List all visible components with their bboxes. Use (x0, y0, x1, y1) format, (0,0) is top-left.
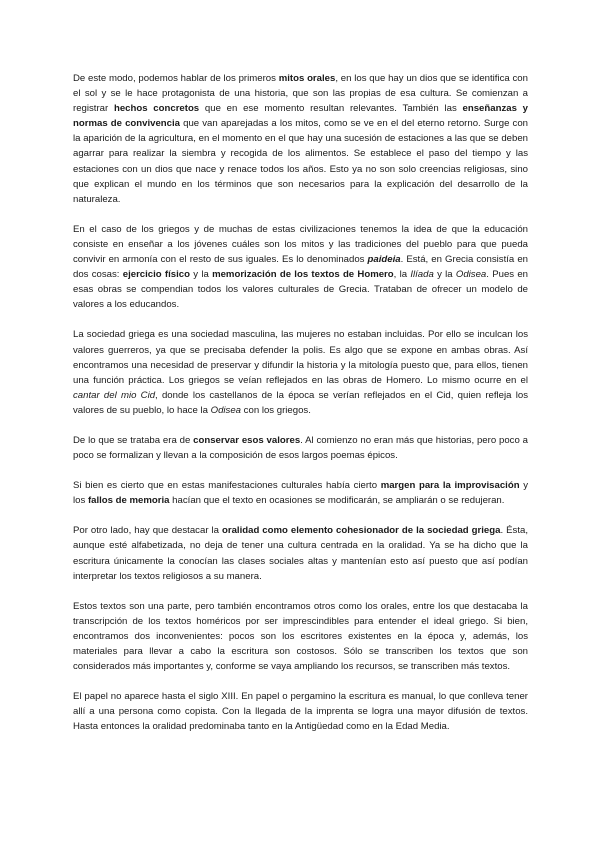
text-run: . Está, en Grecia consistía en dos cosas: (73, 254, 528, 281)
paragraph (73, 327, 528, 418)
text-run: hacían que el texto en ocasiones se modificarán, se ampliarán o se redujeran. (169, 495, 505, 507)
text-run: Por otro lado, hay que destacar la (73, 525, 222, 537)
paragraph (73, 689, 528, 734)
bold-text: conservar esos valores (193, 434, 301, 446)
italic-text: Odisea (210, 404, 242, 416)
text-run: y la (190, 269, 213, 281)
text-run: con los griegos. (241, 404, 311, 416)
document-body (73, 71, 528, 734)
text-run: En el caso de los griegos y de muchas de estas civilizaciones tenemos la idea de que la educación consiste en enseñar a los jóvenes cuáles son los mitos y las tradiciones del pueblo para que pueda convivir en armonía con el resto de sus iguales. Es lo denominados (73, 223, 528, 266)
text-run: . Al comienzo no eran más que historias, pero poco a poco se formalizan y llevan a la composición de esos largos poemas épicos. (73, 434, 528, 462)
text-run: , donde los castellanos de la época se verían reflejados en el Cid, quien refleja los valores de su pueblo, lo hace la (73, 389, 528, 416)
text-run: y los (73, 480, 528, 507)
text-run: y la (433, 269, 456, 281)
text-run: Si bien es cierto que en estas manifestaciones culturales había cierto (73, 480, 381, 492)
bold-text: margen para la improvisación (380, 480, 520, 492)
text-run: De lo que se trataba era de (73, 434, 194, 446)
text-run: que van aparejadas a los mitos, como se ve en el del eterno retorno. Surge con la aparición de la agricultura, en el momento en el que hay una sucesión de estaciones a las que se deben agarrar para realizar la siembra y recogida de los alimentos. Se establece el paso del tiempo y las estaciones con un dios que nace y renace todos los años. Esto ya no son solo creencias religiosas, sino que explican el mundo en los términos que son necesarios para la explicación del desarrollo de la naturaleza. (73, 118, 529, 205)
bold-text: hechos concretos (113, 103, 200, 115)
paragraph (73, 222, 528, 313)
text-run: . Ésta, aunque esté alfabetizada, no deja de tener una cultura centrada en la oralidad. Ya se ha dicho que la escritura únicamente la conocían las clases sociales altas y mantenían esto así puesto que así podían interpretar los textos religiosos a su manera. (73, 525, 528, 582)
text-run: , en los que hay un dios que se identifica con el sol y se le hace protagonista de una historia, que son las propias de esa cultura. Se comienzan a registrar (73, 73, 528, 115)
paragraph (73, 599, 528, 674)
text-run: De este modo, podemos hablar de los primeros (73, 73, 279, 84)
bold-text: fallos de memoria (87, 495, 170, 507)
text-run: Estos textos son una parte, pero también encontramos otros como los orales, entre los que destacaba la transcripción de los textos homéricos por ser imprescindibles para entender el ideal griego. Si bien, encontramos dos inconvenientes: pocos son los escritores existentes en la época y, además, los materiales para llevar a cabo la escritura son costosos. Sólo se transcriben los textos que son considerados más importantes y, conforme se vaya ampliando los recursos, se transcriben más textos. (73, 600, 528, 673)
bold-text: ejercicio físico (122, 269, 190, 281)
text-run: . Pues en esas obras se compendian todos los valores culturales de Grecia. Trataban de ofrecer un modelo de valores a los educandos. (73, 269, 529, 311)
paragraph (73, 71, 528, 207)
italic-text: cantar del mio Cid (73, 389, 156, 401)
bold-text: enseñanzas y normas de convivencia (73, 103, 528, 130)
paragraph (73, 523, 528, 583)
bold-text: memorización de los textos de Homero (212, 269, 394, 281)
italic-text: Odisea (455, 269, 487, 281)
text-run: , la (393, 269, 411, 281)
paragraph (73, 433, 528, 463)
text-run: que en ese momento resultan relevantes. También las (199, 103, 463, 115)
bold-text: mitos orales (278, 73, 336, 84)
text-run: El papel no aparece hasta el siglo XIII. En papel o pergamino la escritura es manual, lo que conlleva tener allí a una persona como copista. Con la llegada de la imprenta se logra una mayor difusión de textos. Hasta entonces la oralidad predominaba tanto en la Antigüedad como en la Edad Media. (73, 691, 528, 733)
bold-text: oralidad como elemento cohesionador de la sociedad griega (221, 525, 501, 537)
text-run: La sociedad griega es una sociedad masculina, las mujeres no estaban incluidas. Por ello se inculcan los valores guerreros, ya que se precisaba defender la polis. Es algo que se expone en ambas obras. Así encontramos una necesidad de preservar y difundir la historia y la mitología puesto que, para ellos, tienen una función práctica. Los griegos se veían reflejados en las obras de Homero. Lo mismo ocurre en el (73, 329, 528, 386)
bold-italic-text: paideia (367, 254, 401, 266)
italic-text: Ilíada (410, 269, 434, 281)
paragraph (73, 478, 528, 508)
